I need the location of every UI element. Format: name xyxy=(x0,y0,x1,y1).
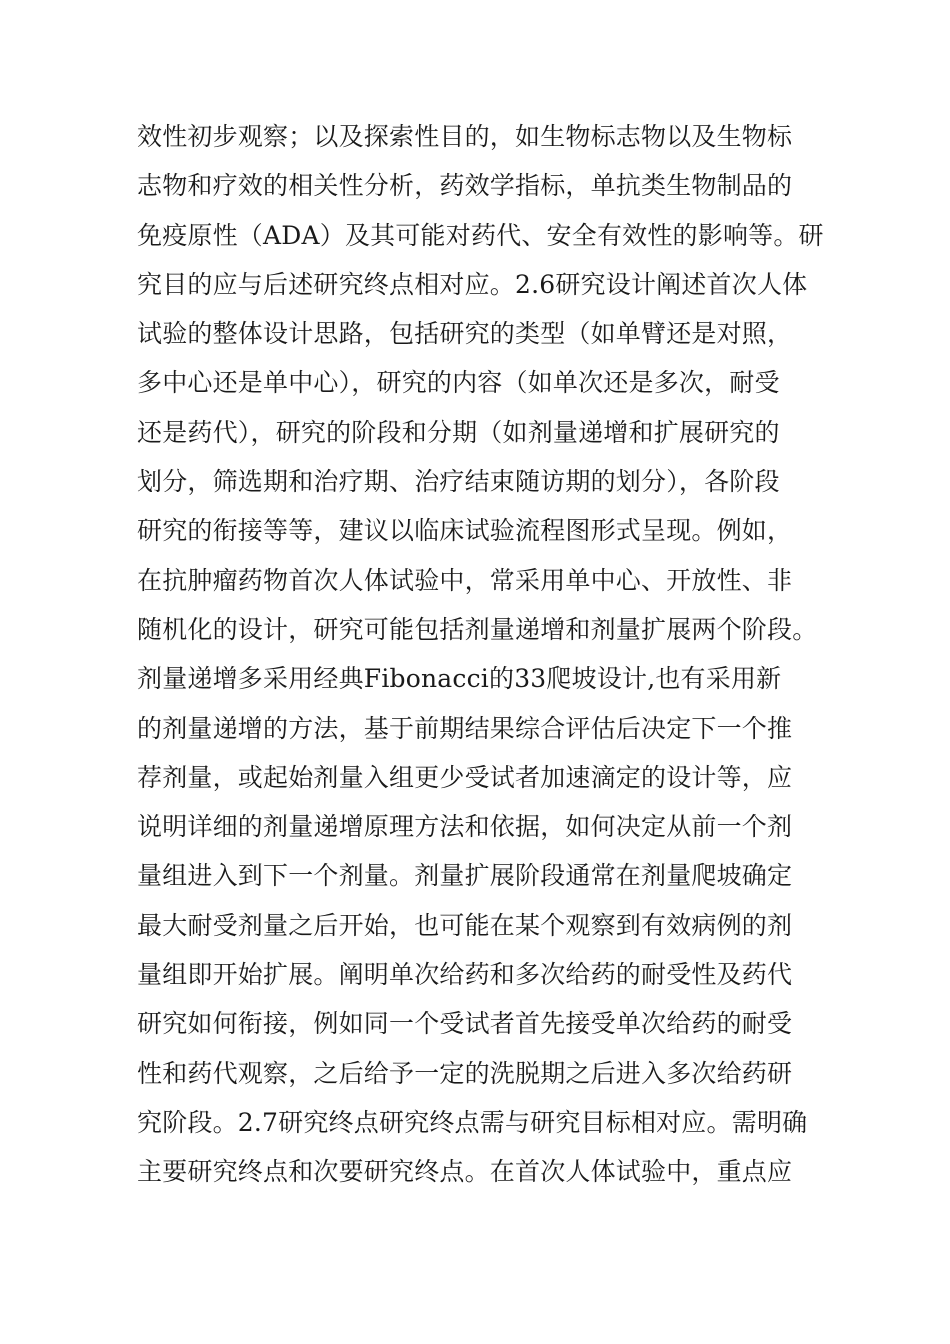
text-line: 随机化的设计，研究可能包括剂量递增和剂量扩展两个阶段。 xyxy=(137,614,818,644)
body-paragraph xyxy=(137,112,837,1197)
text-line: 荐剂量，或起始剂量入组更少受试者加速滴定的设计等，应 xyxy=(137,762,793,792)
text-line: 效性初步观察；以及探索性目的，如生物标志物以及生物标 xyxy=(137,122,793,151)
text-line: 试验的整体设计思路，包括研究的类型（如单臂还是对照， xyxy=(137,319,793,349)
text-line: 还是药代），研究的阶段和分期（如剂量递增和扩展研究的 xyxy=(137,417,780,447)
text-line: 的剂量递增的方法，基于前期结果综合评估后决定下一个推 xyxy=(137,713,793,743)
text-line: 研究的衔接等等，建议以临床试验流程图形式呈现。例如， xyxy=(137,516,793,546)
text-line: 志物和疗效的相关性分析，药效学指标，单抗类生物制品的 xyxy=(137,171,793,201)
text-line: 研究如何衔接，例如同一个受试者首先接受单次给药的耐受 xyxy=(137,1009,793,1039)
text-line: 免疫原性（ADA）及其可能对药代、安全有效性的影响等。研 xyxy=(137,220,824,250)
text-line: 性和药代观察，之后给予一定的洗脱期之后进入多次给药研 xyxy=(137,1058,793,1088)
text-line: 量组进入到下一个剂量。剂量扩展阶段通常在剂量爬坡确定 xyxy=(137,861,793,891)
text-line: 究阶段。2.7研究终点研究终点需与研究目标相对应。需明确 xyxy=(137,1107,808,1137)
text-line: 究目的应与后述研究终点相对应。2.6研究设计阐述首次人体 xyxy=(137,269,808,299)
text-line: 多中心还是单中心），研究的内容（如单次还是多次，耐受 xyxy=(137,368,780,398)
text-line: 最大耐受剂量之后开始，也可能在某个观察到有效病例的剂 xyxy=(137,910,793,940)
text-line: 量组即开始扩展。阐明单次给药和多次给药的耐受性及药代 xyxy=(137,960,793,990)
text-line: 主要研究终点和次要研究终点。在首次人体试验中，重点应 xyxy=(137,1157,793,1187)
text-line: 在抗肿瘤药物首次人体试验中，常采用单中心、开放性、非 xyxy=(137,565,793,595)
text-line: 划分，筛选期和治疗期、治疗结束随访期的划分），各阶段 xyxy=(137,467,780,497)
text-line: 说明详细的剂量递增原理方法和依据，如何决定从前一个剂 xyxy=(137,812,793,842)
text-line: 剂量递增多采用经典Fibonacci的33爬坡设计,也有采用新 xyxy=(137,664,782,694)
